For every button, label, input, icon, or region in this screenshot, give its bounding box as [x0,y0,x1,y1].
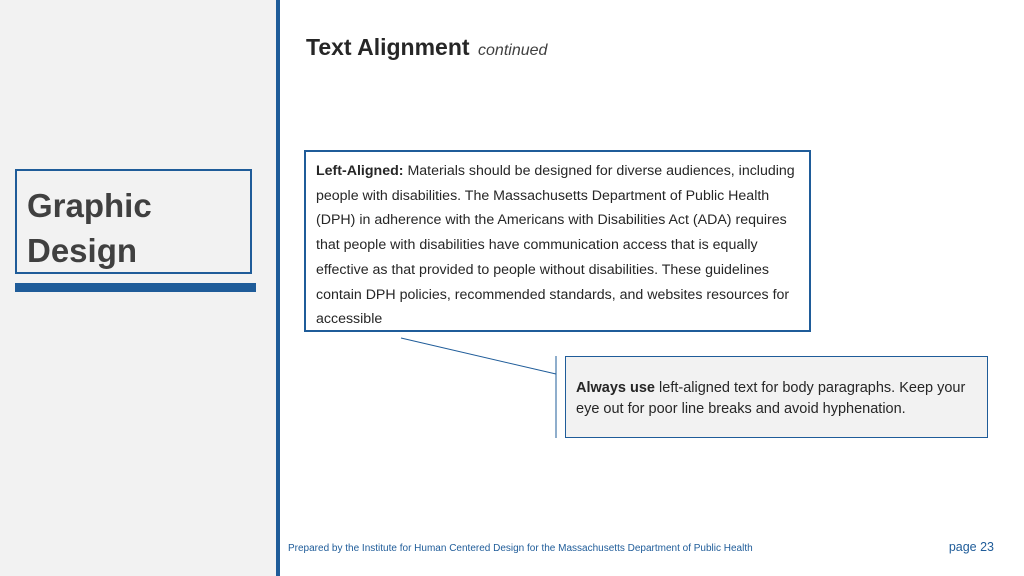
section-title: Graphic Design [27,187,152,269]
callout-text: left-aligned text for body paragraphs. Keep your eye out for poor line breaks and avoid hyphenation. [576,380,966,417]
page-number: page 23 [948,540,994,554]
footer-credit: Prepared by the Institute for Human Centered Design for the Massachusetts Department of Public Health [288,543,753,554]
section-label-box [15,169,252,274]
callout-box [565,356,988,438]
page-title-main: Text Alignment [306,34,470,60]
page-title [306,34,547,61]
page-title-subtitle: continued [478,42,548,59]
example-text: Materials should be designed for diverse audiences, including people with disabilities. The Massachusetts Department of Public Health (DPH) in adherence with the Americans with Disabilities Act (ADA) requires that people with disabilities have communication access that is equally effective as that provided to people without disabilities. These guidelines contain DPH policies, recommended standards, and websites resources for accessible [316,163,795,328]
example-paragraph-box [304,150,811,332]
section-underline [15,283,256,292]
callout-label: Always use [576,380,655,396]
sidebar [0,0,276,576]
example-label: Left-Aligned: [316,163,404,179]
vertical-divider [276,0,280,576]
